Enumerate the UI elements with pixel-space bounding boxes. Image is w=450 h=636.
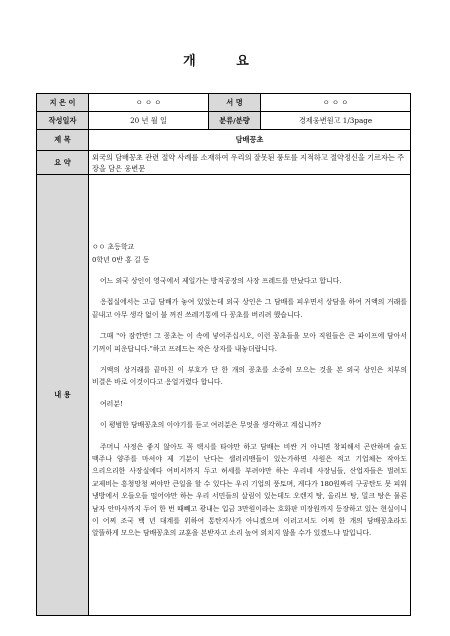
subject-value: 담배꽁초 [89, 130, 411, 151]
paragraph: 응접실에서는 고급 담배가 놓여 있었는데 외국 상인은 그 담배를 피우면서 상담을 하여 거액의 거래를 끝내고 아무 생각 없이 불 꺼진 쓰레기통에 다 꽁초를 버리려 했습니다. [92, 298, 407, 319]
signature-value: ㅇ ㅇ ㅇ [261, 94, 411, 112]
outline-form-table [36, 93, 411, 616]
paragraph: 그때 "아 잠깐만! 그 꽁초는 이 속에 넣어주십시오, 이런 꽁초들을 모아 직원들은 큰 파이프에 담아서 기꺼이 피운답니다."하고 프레드는 작은 상자를 내놓더랍니다. [92, 332, 407, 353]
author-row [37, 94, 411, 112]
content-cell [89, 175, 411, 616]
date-value: 20 년 월 일 [89, 112, 209, 130]
student-name: 0학년 0반 홍 길 동 [92, 255, 150, 264]
paragraph: 이 평범한 담배꽁초의 이야기를 듣고 여러분은 무엇을 생각하고 계십니까? [100, 421, 321, 430]
content-row [37, 175, 411, 616]
page-title: 개 요 [183, 54, 267, 69]
signature-label: 서 명 [209, 94, 261, 112]
summary-row [37, 151, 411, 175]
summary-label: 요 약 [37, 151, 89, 175]
author-value: ㅇ ㅇ ㅇ [89, 94, 209, 112]
subject-row [37, 130, 411, 151]
date-row [37, 112, 411, 130]
paragraph: 주머니 사정은 좋지 않아도 꼭 택시를 타야만 하고 담배는 비싼 거 아니면 창피해서 곤란하며 술도 맥주나 양주를 마셔야 제 기분이 난다는 샐러리맨들이 있는가하면 사원은 적고 기업체는 작아도 으리으리한 사장실에다 여비서까지 두고 허세를 부려야만 하는 우리네 사장님들, 산업자들은 벌려도 교제비는 흥청망청 써야만 큰일을 할 수 있다는 우리 기업의 풍토며, 게다가 180원짜리 구공탄도 못 피워 냉방에서 오들오들 떨어야만 하는 우리 서민들의 살림이 있는데도 오렌지 탕, 올리브 탕, 밀크 탕은 물론 남자 안마사까지 두어 한 번 때빼고 광내는 입금 3만원이라는 호화판 미장원까지 등장하고 있는 현실이니 이 어찌 조국 백 년 대계를 위하여 통탄지사가 아니겠으며 이러고서도 어찌 한 개의 담배꽁초라도 알뜰하게 모으는 담배꽁초의 교훈을 본받자고 소리 높여 외치지 않을 수가 있겠느냐 말입니다. [92, 442, 407, 538]
paragraph: 거액의 상거래를 끝마친 이 부호가 단 한 개의 꽁초를 소중히 모으는 것을 본 외국 상인은 치부의 비결은 바로 이것이다고 응얼거렸다 합니다. [92, 365, 407, 387]
summary-value: 외국의 담배꽁초 관련 절약 사례를 소재하여 우리의 잘못된 풍토를 지적하고 절약정신을 기르자는 주장을 담은 웅변문 [89, 151, 411, 175]
category-value: 경제웅변원고 1/3page [261, 112, 411, 130]
paragraph: 여러분! [100, 399, 123, 408]
content-label: 내 용 [37, 175, 89, 616]
author-label: 지 은 이 [37, 94, 89, 112]
date-label: 작성일자 [37, 112, 89, 130]
subject-label: 제 목 [37, 130, 89, 151]
school-name: ㅇㅇ 초등학교 [92, 243, 135, 252]
category-label: 분류/분량 [209, 112, 261, 130]
paragraph: 어느 외국 상인이 영국에서 제일가는 방직공장의 사장 프레드를 만났다고 합니다. [100, 276, 342, 285]
speech-text [92, 241, 407, 540]
